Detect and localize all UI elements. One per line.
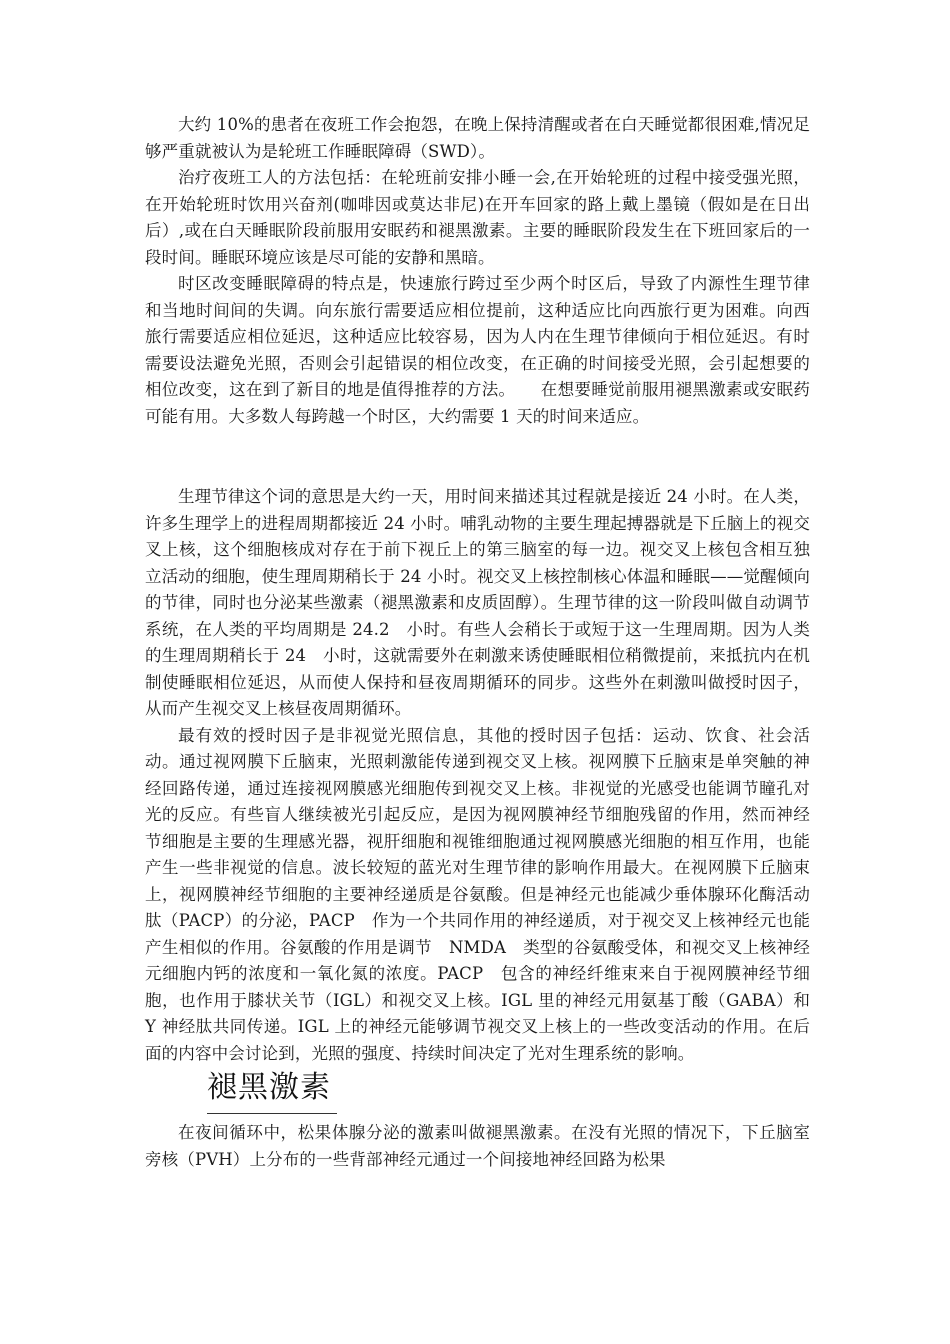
paragraph-swd: 大约 10%的患者在夜班工作会抱怨，在晚上保持清醒或者在白天睡觉都很困难,情况足够严重就被认为是轮班工作睡眠障碍（SWD）。 — [145, 115, 810, 161]
section-heading-melatonin: 褪黑激素 — [207, 1070, 331, 1105]
paragraph-melatonin: 在夜间循环中，松果体腺分泌的激素叫做褪黑激素。在没有光照的情况下，下丘脑室旁核（PVH）上分布的一些背部神经元通过一个间接地神经回路为松果 — [145, 1123, 810, 1169]
section-gap — [145, 430, 810, 484]
paragraph-zeitgeber: 最有效的授时因子是非视觉光照信息，其他的授时因子包括：运动、饮食、社会活动。通过视网膜下丘脑束，光照刺激能传递到视交叉上核。视网膜下丘脑束是单突触的神经回路传递，通过连接视网膜感光细胞传到视交叉上核。非视觉的光感受也能调节瞳孔对光的反应。有些盲人继续被光引起反应，是因为视网膜神经节细胞残留的作用，然而神经节细胞是主要的生理感光器，视肝细胞和视锥细胞通过视网膜感光细胞的相互作用，也能产生一些非视觉的信息。波长较短的蓝光对生理节律的影响作用最大。在视网膜下丘脑束上，视网膜神经节细胞的主要神经递质是谷氨酸。但是神经元也能减少垂体腺环化酶活动肽（PACP）的分泌，PACP 作为一个共同作用的神经递质，对于视交叉上核神经元也能产生相似的作用。谷氨酸的作用是调节 NMDA 类型的谷氨酸受体，和视交叉上核神经元细胞内钙的浓度和一氧化氮的浓度。PACP 包含的神经纤维束来自于视网膜神经节细胞，也作用于膝状关节（IGL）和视交叉上核。IGL 里的神经元用氨基丁酸（GABA）和 Y 神经肽共同传递。IGL 上的神经元能够调节视交叉上核上的一些改变活动的作用。在后面的内容中会讨论到，光照的强度、持续时间决定了光对生理系统的影响。 — [145, 725, 810, 1063]
document-page — [145, 112, 810, 1173]
heading-underline — [207, 1113, 337, 1114]
paragraph-circadian-rhythm: 生理节律这个词的意思是大约一天，用时间来描述其过程就是接近 24 小时。在人类，许多生理学上的进程周期都接近 24 小时。哺乳动物的主要生理起搏器就是下丘脑上的视交叉上核，这个细胞核成对存在于前下视丘上的第三脑室的每一边。视交叉上核包含相互独立活动的细胞，使生理周期稍长于 24 小时。视交叉上核控制核心体温和睡眠——觉醒倾向的节律，同时也分泌某些激素（褪黑激素和皮质固醇）。生理节律的这一阶段叫做自动调节系统，在人类的平均周期是 24.2 小时。有些人会稍长于或短于这一生理周期。因为人类的生理周期稍长于 24 小时，这就需要外在刺激来诱使睡眠相位稍微提前，来抵抗内在机制使睡眠相位延迟，从而使人保持和昼夜周期循环的同步。这些外在刺激叫做授时因子，从而产生视交叉上核昼夜周期循环。 — [145, 487, 810, 718]
paragraph-night-shift-treatment: 治疗夜班工人的方法包括：在轮班前安排小睡一会,在开始轮班的过程中接受强光照，在开始轮班时饮用兴奋剂(咖啡因或莫达非尼)在开车回家的路上戴上墨镜（假如是在日出后）,或在白天睡眠阶段前服用安眠药和褪黑激素。主要的睡眠阶段发生在下班回家后的一段时间。睡眠环境应该是尽可能的安静和黑暗。 — [145, 168, 810, 267]
paragraph-jet-lag: 时区改变睡眠障碍的特点是，快速旅行跨过至少两个时区后，导致了内源性生理节律和当地时间间的失调。向东旅行需要适应相位提前，这种适应比向西旅行更为困难。向西旅行需要适应相位延迟，这种适应比较容易，因为人内在生理节律倾向于相位延迟。有时需要设法避免光照，否则会引起错误的相位改变，在正确的时间接受光照，会引起想要的相位改变，这在到了新目的地是值得推荐的方法。 在想要睡觉前服用褪黑激素或安眠药可能有用。大多数人每跨越一个时区，大约需要 1 天的时间来适应。 — [145, 274, 810, 426]
section-heading-block — [207, 1069, 339, 1114]
